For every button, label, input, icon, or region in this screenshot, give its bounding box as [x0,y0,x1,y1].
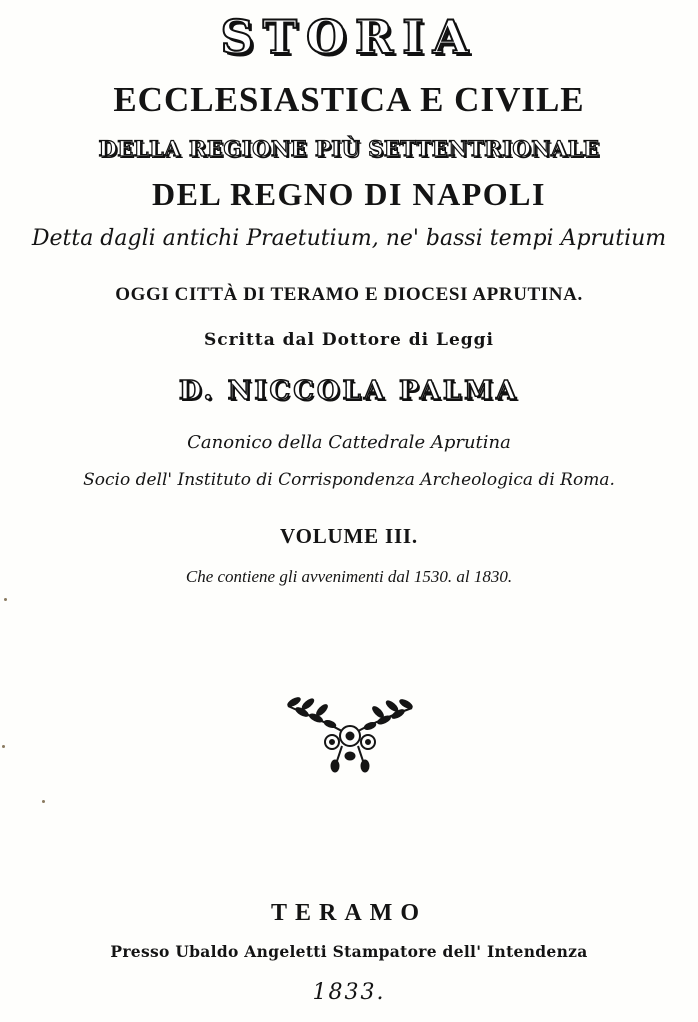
title-regno: DEL REGNO DI NAPOLI [152,176,546,212]
author-intro: Scritta dal Dottore di Leggi [203,330,495,350]
author-role-canonico: Canonico della Cattedrale Aprutina [187,432,511,453]
title-storia: STORIA [220,10,478,64]
paper-speck [42,800,45,803]
paper-speck [4,598,7,601]
volume-contents: Che contiene gli avvenimenti dal 1530. al 1830. [185,567,513,586]
imprint-year: 1833. [312,980,386,1005]
volume-label: VOLUME III. [280,524,418,548]
imprint-city: TERAMO [271,900,427,926]
paper-speck [2,745,5,748]
author-name: D. NICCOLA PALMA [178,376,520,406]
title-regione: DELLA REGIONE PIÙ SETTENTRIONALE [98,136,600,161]
title-ecclesiastica: ECCLESIASTICA E CIVILE [113,80,585,119]
subtitle-praetutium: Detta dagli antichi Praetutium, ne' bassi tempi Aprutium [31,226,667,251]
author-role-socio: Socio dell' Instituto di Corrispondenza Archeologica di Roma. [83,470,615,490]
subtitle-teramo: OGGI CITTÀ DI TERAMO E DIOCESI APRUTINA. [115,284,583,305]
imprint-printer: Presso Ubaldo Angeletti Stampatore dell' Intendenza [110,942,588,961]
floral-ornament-icon [280,688,420,778]
